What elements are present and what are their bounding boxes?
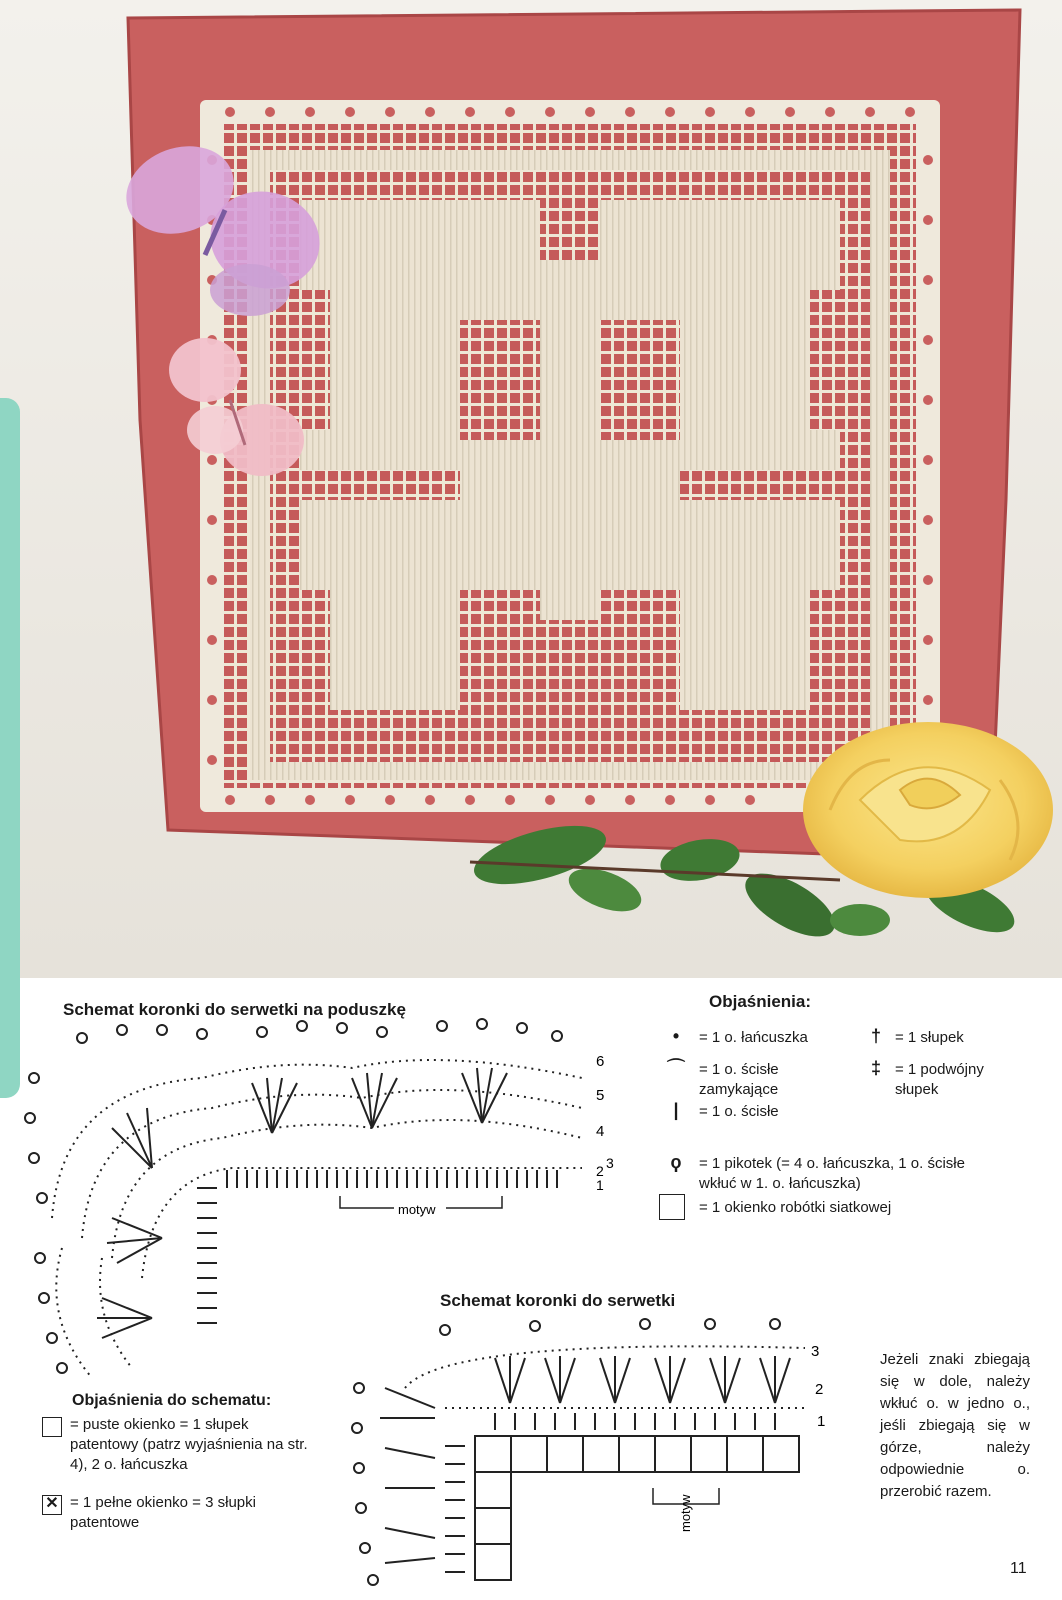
legend-text-tr: = 1 podwójny słupek [895, 1061, 984, 1098]
empty-square-icon [42, 1417, 62, 1437]
legend-title-wrap [709, 992, 811, 1012]
yellow-rose [803, 722, 1053, 898]
second-diagram-heading: Schemat koronki do serwetki [440, 1291, 676, 1310]
legend2-title: Objaśnienia do schematu: [72, 1392, 272, 1409]
legend-text-slip: = 1 o. ścisłe zamykające [699, 1061, 779, 1098]
picot-symbol-icon: ϙ [670, 1152, 682, 1172]
legend2-text-empty: = puste okienko = 1 słupek patentowy (patrz wyjaśnienia na str. 4), 2 o. łańcuszka [70, 1416, 308, 1473]
legend-text-sc: = 1 o. ścisłe [699, 1103, 779, 1120]
row-number-3: 3 [606, 1155, 614, 1171]
legend-text-picot: = 1 pikotek (= 4 o. łańcuszka, 1 o. ścisłe wkłuć w 1. o. łańcuszka) [699, 1155, 965, 1192]
row-number-2-b: 2 [815, 1381, 824, 1398]
picots-2 [352, 1319, 780, 1585]
note-text: Jeżeli znaki zbiegają się w dole, należy wkłuć o. w jedno o., jeśli zbiegają się w górze, należy odpowiednie o. przerobić razem. [880, 1351, 1030, 1500]
row-number-2: 2 [596, 1163, 604, 1179]
motif-label-2: motyw [678, 1494, 693, 1532]
row-number-1: 1 [596, 1177, 604, 1193]
edge-lace-diagram [345, 1318, 855, 1598]
single-crochet-symbol-icon: | [673, 1100, 679, 1120]
teal-side-tab [0, 398, 20, 1098]
legend2-text-filled: = 1 pełne okienko = 3 słupki patentowe [70, 1494, 256, 1531]
row-number-3-b: 3 [811, 1343, 820, 1360]
legend-text-mesh: = 1 okienko robótki siatkowej [699, 1199, 892, 1216]
motif-label: motyw [398, 1202, 436, 1217]
filled-square-icon: ✕ [42, 1495, 62, 1515]
mesh-square-icon [659, 1194, 685, 1220]
top-diagram-heading: Schemat koronki do serwetki na poduszkę [63, 1000, 406, 1019]
page-number: 11 [1010, 1560, 1027, 1577]
edge-lace-chart [345, 1318, 855, 1598]
row-number-6: 6 [596, 1053, 605, 1070]
fans-2 [380, 1356, 790, 1563]
row-number-5: 5 [596, 1087, 605, 1104]
row-number-1-b: 1 [817, 1413, 826, 1430]
double-crochet-symbol-icon: † [870, 1026, 881, 1046]
legend-text-dc: = 1 słupek [895, 1029, 964, 1046]
legend-text-chain: = 1 o. łańcuszka [699, 1029, 808, 1046]
chain-symbol-icon: • [672, 1026, 680, 1046]
slip-stitch-symbol-icon: ⌒ [667, 1058, 685, 1078]
legend-title: Objaśnienia: [709, 992, 812, 1011]
treble-crochet-symbol-icon: ‡ [870, 1058, 881, 1078]
row-number-4: 4 [596, 1123, 605, 1140]
